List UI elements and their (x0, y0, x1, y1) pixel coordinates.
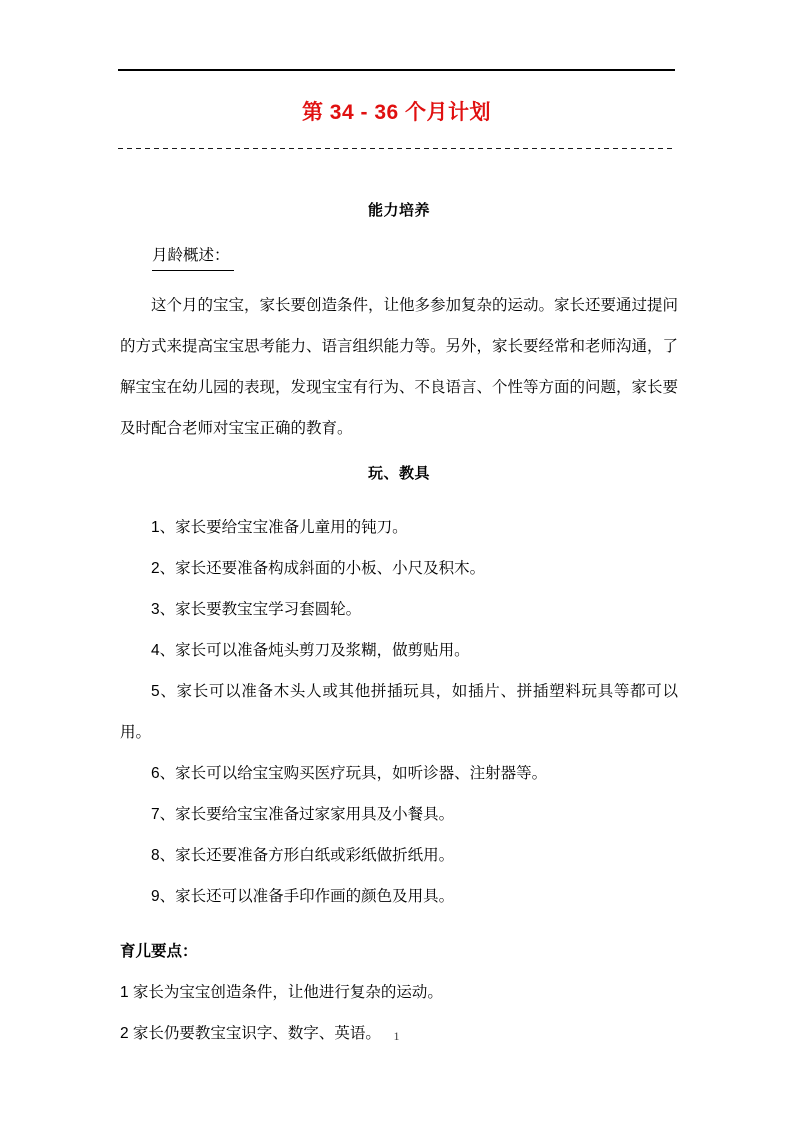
overview-label: 月龄概述： (152, 244, 234, 271)
section-heading-toys: 玩、教具 (367, 465, 430, 482)
list-item: 7、家长要给宝宝准备过家家用具及小餐具。 (151, 806, 455, 823)
list-item: 2 家长仍要教宝宝识字、数字、英语。 (120, 1025, 381, 1042)
spacer (120, 917, 678, 931)
section-heading-ability: 能力培养 (367, 202, 430, 219)
list-item: 9、家长还可以准备手印作画的颜色及用具。 (151, 888, 455, 905)
document-body (120, 200, 678, 1054)
list-item: 3、家长要教宝宝学习套圆轮。 (151, 601, 362, 618)
toys-list (120, 507, 678, 917)
overview-paragraph: 这个月的宝宝，家长要创造条件，让他多参加复杂的运动。家长还要通过提问的方式来提高宝宝思考能力、语言组织能力等。另外，家长要经常和老师沟通，了解宝宝在幼儿园的表现，发现宝宝有行为、不良语言、个性等方面的问题，家长要及时配合老师对宝宝正确的教育。 (120, 297, 679, 437)
page-number: 1 (393, 1029, 400, 1043)
spacer (120, 222, 678, 244)
spacer (120, 271, 678, 285)
spacer (120, 485, 678, 507)
header-solid-rule (118, 69, 675, 71)
spacer (120, 449, 678, 463)
overview-label-wrap (120, 244, 678, 271)
list-item: 6、家长可以给宝宝购买医疗玩具，如听诊器、注射器等。 (151, 765, 548, 782)
list-item: 1、家长要给宝宝准备儿童用的钝刀。 (151, 519, 408, 536)
list-item: 1 家长为宝宝创造条件，让他进行复杂的运动。 (120, 984, 443, 1001)
keypoints-label: 育儿要点： (120, 943, 198, 960)
list-item: 2、家长还要准备构成斜面的小板、小尺及积木。 (151, 560, 486, 577)
list-item: 5、家长可以准备木头人或其他拼插玩具，如插片、拼插塑料玩具等都可以用。 (120, 683, 678, 741)
list-item: 4、家长可以准备炖头剪刀及浆糊，做剪贴用。 (151, 642, 470, 659)
list-item: 8、家长还要准备方形白纸或彩纸做折纸用。 (151, 847, 455, 864)
page-title: 第 34 - 36 个月计划 (301, 101, 492, 124)
header-dashed-rule (118, 148, 675, 149)
